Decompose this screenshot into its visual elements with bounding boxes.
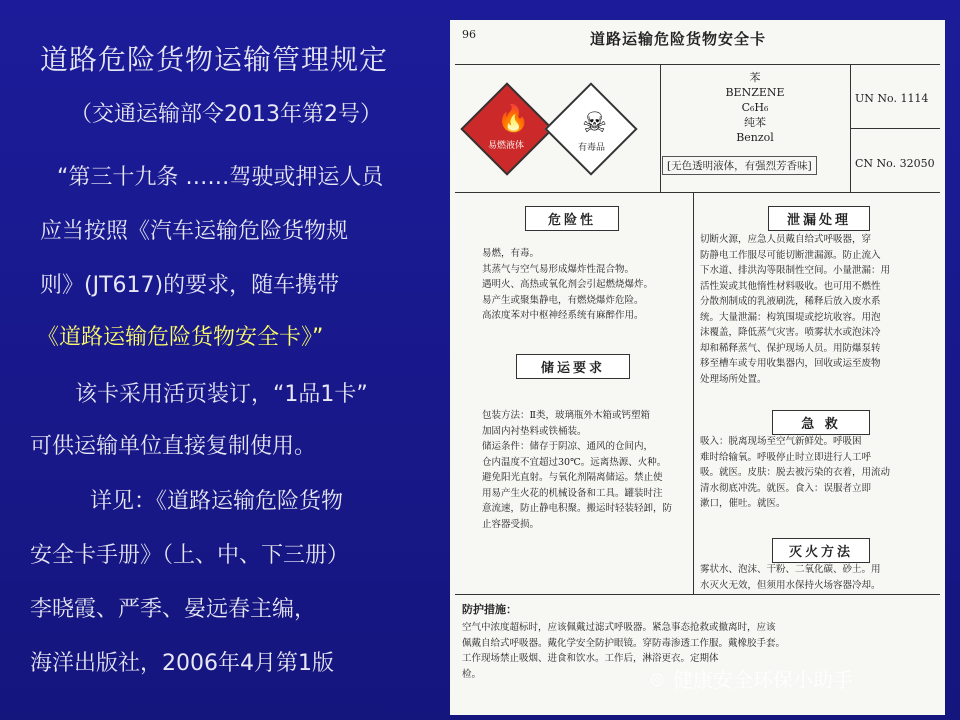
leak-heading: 泄漏处理 (768, 206, 870, 231)
fire-heading: 灭火方法 (772, 538, 870, 563)
safety-card-image (450, 20, 945, 715)
slide-title: 道路危险货物运输管理规定 (40, 43, 389, 76)
wechat-icon: ◎ (650, 669, 664, 688)
chem-name-en: BENZENE (725, 86, 785, 99)
hazard-heading: 危险性 (525, 206, 619, 231)
chem-alias-en: Benzol (736, 131, 774, 144)
text-line: 安全卡手册》（上、中、下三册） (30, 543, 350, 568)
page-number: 96 (462, 28, 476, 41)
storage-text: 包装方法：Ⅱ类，玻璃瓶外木箱或钙塑箱 加固内衬垫料或铁桶装。 储运条件：储存于阴凉、通风的仓间内， 仓内温度不宜超过30℃。远离热源、火种。 避免阳光直射。与氧化剂隔离储运。禁止使 用易产生火花的机械设备和工具。罐装时注 意流速，防止静电积聚。搬运时轻装轻卸，防 止容器受损。 (482, 410, 673, 530)
watermark: 健康安全环保小助手 (673, 668, 853, 692)
divider (455, 64, 940, 65)
storage-heading: 储运要求 (516, 354, 630, 379)
first-aid-text: 吸入：脱离现场至空气新鲜处。呼吸困 难时给输氧。呼吸停止时立即进行人工呼 吸。就医。皮肤：脱去被污染的衣着，用流动 清水彻底冲洗。就医。食入：误服者立即 漱口，催吐。就医。 (700, 436, 891, 509)
text-line: “第三十九条 ……驾驶或押运人员 (57, 165, 384, 190)
text-line: 应当按照《汽车运输危险货物规 (40, 219, 349, 244)
cn-number: CN No. 32050 (855, 157, 935, 170)
diamond-label: 易燃液体 (488, 141, 525, 151)
protection-heading: 防护措施： (462, 603, 517, 616)
protection-text: 空气中浓度超标时，应该佩戴过滤式呼吸器。紧急事态抢救或撤离时，应该 佩戴自给式呼吸器。戴化学安全防护眼镜。穿防毒渗透工作服。戴橡胶手套。 工作现场禁止吸烟、进食和饮水。工作后，淋浴更衣。定期体 检。 (462, 622, 786, 680)
text-line: 详见：《道路运输危险货物 (90, 489, 344, 514)
diamond-label: 有毒品 (578, 143, 606, 153)
left-text-panel (0, 0, 450, 720)
fire-text: 雾状水、泡沫、干粉、二氧化碳、砂土。用 水灭火无效，但须用水保持火场容器冷却。 (700, 564, 881, 591)
divider (455, 594, 940, 595)
hazard-text: 易燃，有毒。 其蒸气与空气易形成爆炸性混合物。 遇明火、高热或氧化剂会引起燃烧爆炸。 易产生或聚集静电，有燃烧爆炸危险。 高浓度苯对中枢神经系统有麻醉作用。 (482, 248, 654, 321)
text-line: 则》(JT617)的要求，随车携带 (40, 273, 340, 298)
divider (660, 64, 661, 192)
leak-text: 切断火源，应急人员戴自给式呼吸器，穿 防静电工作服尽可能切断泄漏源。防止流入 下水道、排洪沟等限制性空间。小量泄漏：用 活性炭或其他惰性材料吸收。也可用不燃性 分散剂制成的乳液刷洗，稀释后放入废水系 统。大量泄漏：构筑围堤或挖坑收容。用泡 沫覆盖，降低蒸气灾害。喷雾状水或泡沫冷 却和稀释蒸气、保护现场人员。用防爆泵转 移至槽车或专用收集器内，回收或运至废物 处理场所处置。 (700, 234, 891, 385)
chem-formula: C₆H₆ (741, 101, 769, 114)
chemical-identity (665, 70, 845, 145)
skull-icon: ☠ (582, 106, 608, 139)
text-line: 该卡采用活页装订，“1品1卡” (75, 382, 368, 407)
divider (693, 192, 694, 594)
chem-description: [无色透明液体，有强烈芳香味] (662, 156, 817, 175)
slide-subtitle: （交通运输部令2013年第2号） (70, 102, 382, 127)
flame-icon: 🔥 (497, 104, 530, 134)
text-line: 海洋出版社，2006年4月第1版 (30, 651, 334, 676)
text-line: 可供运输单位直接复制使用。 (30, 434, 317, 459)
un-number: UN No. 1114 (855, 92, 929, 105)
chem-alias: 纯苯 (744, 116, 766, 129)
highlight-line: 《道路运输危险货物安全卡》” (37, 325, 324, 350)
divider (455, 192, 940, 193)
chem-name: 苯 (749, 71, 761, 84)
card-title: 道路运输危险货物安全卡 (590, 30, 767, 48)
text-line: 李晓霞、严季、晏远春主编， (30, 597, 317, 622)
divider (850, 128, 940, 129)
first-aid-heading: 急 救 (772, 410, 870, 435)
